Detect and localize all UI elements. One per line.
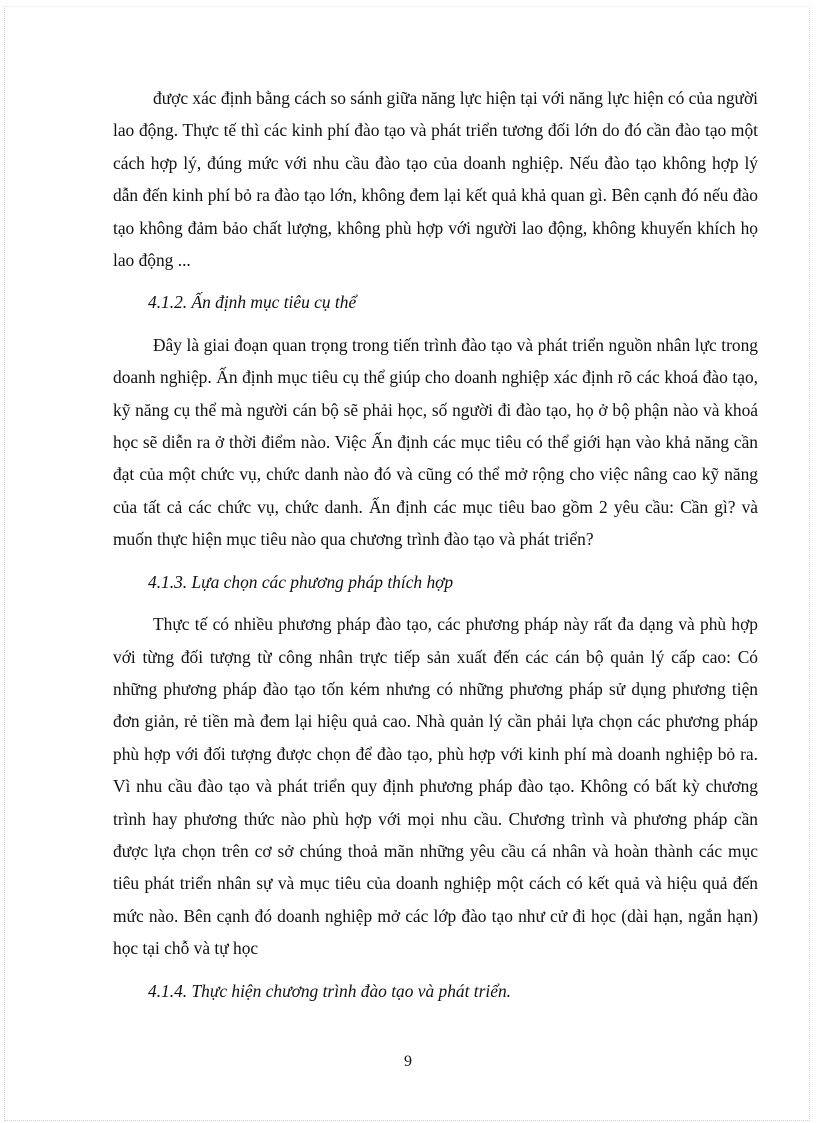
paragraph-choose-methods: Thực tế có nhiều phương pháp đào tạo, các phương pháp này rất đa dạng và phù hợp với từng đối tượng từ công nhân trực tiếp sản xuất đến các cán bộ quản lý cấp cao: Có những phương pháp đào tạo tốn kém nhưng có những phương pháp sử dụng phương tiện đơn giản, rẻ tiền mà đem lại hiệu quả cao. Nhà quản lý cần phải lựa chọn các phương pháp phù hợp với đối tượng được chọn để đào tạo, phù hợp với kinh phí mà doanh nghiệp bỏ ra. Vì nhu cầu đào tạo và phát triển quy định phương pháp đào tạo. Không có bất kỳ chương trình hay phương thức nào phù hợp với mọi nhu cầu. Chương trình và phương pháp cần được lựa chọn trên cơ sở chúng thoả mãn những yêu cầu cá nhân và hoàn thành các mục tiêu phát triển nhân sự và mục tiêu của doanh nghiệp một cách có kết quả và hiệu quả đến mức nào. Bên cạnh đó doanh nghiệp mở các lớp đào tạo như cử đi học (dài hạn, ngắn hạn) học tại chỗ và tự học [113, 614, 758, 959]
heading-4-1-2: 4.1.2. Ấn định mục tiêu cụ thể [148, 292, 357, 313]
document-body [113, 82, 758, 1007]
heading-4-1-4: 4.1.4. Thực hiện chương trình đào tạo và phát triển. [148, 980, 511, 1001]
heading-4-1-3: 4.1.3. Lựa chọn các phương pháp thích hợp [148, 571, 454, 592]
paragraph-set-objectives: Đây là giai đoạn quan trọng trong tiến trình đào tạo và phát triển nguồn nhân lực trong doanh nghiệp. Ấn định mục tiêu cụ thể giúp cho doanh nghiệp xác định rõ các khoá đào tạo, kỹ năng cụ thể mà người cán bộ sẽ phải học, số người đi đào tạo, họ ở bộ phận nào và khoá học sẽ diễn ra ở thời điểm nào. Việc Ấn định các mục tiêu có thể giới hạn vào khả năng cần đạt của một chức vụ, chức danh nào đó và cũng có thể mở rộng cho việc nâng cao kỹ năng của tất cả các chức vụ, chức danh. Ấn định các mục tiêu bao gồm 2 yêu cầu: Cần gì? và muốn thực hiện mục tiêu nào qua chương trình đào tạo và phát triển? [113, 334, 758, 550]
page-number: 9 [404, 1053, 412, 1070]
paragraph-training-needs: được xác định bằng cách so sánh giữa năng lực hiện tại với năng lực hiện có của người lao động. Thực tế thì các kinh phí đào tạo và phát triển tương đối lớn do đó cần đào tạo một cách hợp lý, đúng mức với nhu cầu đào tạo của doanh nghiệp. Nếu đào tạo không hợp lý dẫn đến kinh phí bỏ ra đào tạo lớn, không đem lại kết quả khả quan gì. Bên cạnh đó nếu đào tạo không đảm bảo chất lượng, không phù hợp với người lao động, không khuyến khích họ lao động ... [113, 88, 758, 271]
